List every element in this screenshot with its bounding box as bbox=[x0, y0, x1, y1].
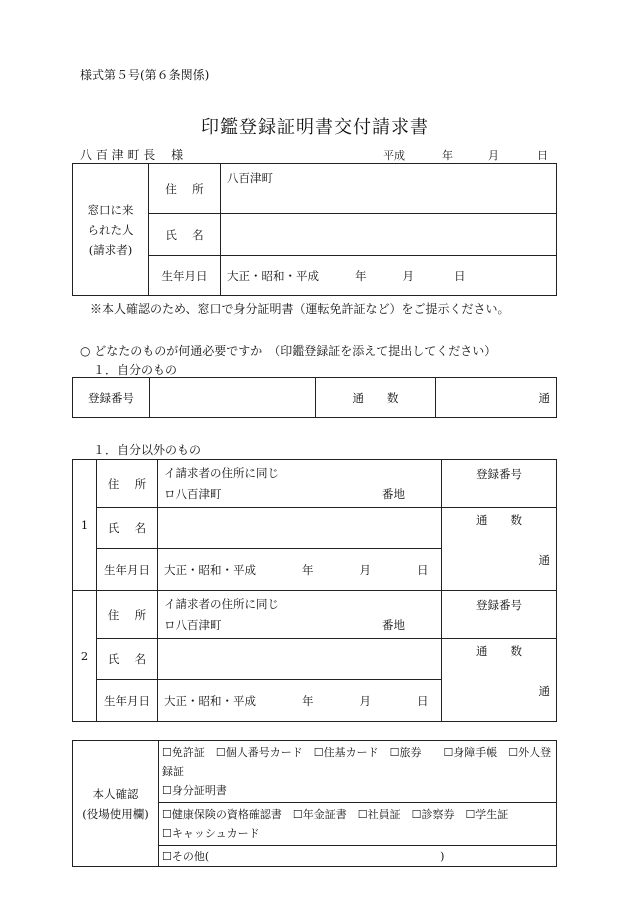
entry-birth-eras: 大正・昭和・平成 bbox=[164, 562, 256, 577]
date-day-label: 日 bbox=[537, 149, 548, 162]
entry-reg-field[interactable] bbox=[442, 591, 557, 639]
entry-address-option2: ロ八百津町 bbox=[164, 618, 222, 632]
requester-birth-month: 月 bbox=[402, 268, 414, 283]
identity-table bbox=[72, 740, 557, 867]
entry-reg-field[interactable] bbox=[442, 460, 557, 508]
form-number: 様式第５号(第６条関係) bbox=[80, 68, 210, 82]
entry-name-label: 氏 名 bbox=[97, 508, 158, 549]
date-month-label: 月 bbox=[488, 149, 499, 162]
entry-birth-label: 生年月日 bbox=[97, 549, 158, 591]
entry-birth-month: 月 bbox=[359, 693, 371, 708]
self-table bbox=[72, 377, 557, 418]
addressee: 八 百 津 町 長 様 bbox=[80, 148, 184, 162]
entry-number: 2 bbox=[73, 591, 97, 722]
entry-address-field[interactable] bbox=[158, 591, 442, 639]
requester-birth-field[interactable] bbox=[221, 256, 557, 296]
self-count-unit: 通 bbox=[538, 390, 550, 405]
requester-birth-eras: 大正・昭和・平成 bbox=[227, 268, 319, 283]
entry-birth-eras: 大正・昭和・平成 bbox=[164, 693, 256, 708]
others-heading: １．自分以外のもの bbox=[93, 443, 202, 457]
identity-row-1-line-2: ☐身分証明書 bbox=[162, 784, 227, 797]
entry-address-option2: ロ八百津町 bbox=[164, 487, 222, 501]
requester-birth-year: 年 bbox=[355, 268, 367, 283]
entry-name-field[interactable] bbox=[158, 639, 442, 680]
self-count-label: 通 数 bbox=[316, 378, 436, 418]
entry-count-label: 通 数 bbox=[476, 513, 522, 527]
requester-row-label bbox=[73, 164, 149, 296]
requester-address-label: 住 所 bbox=[149, 164, 221, 214]
requester-label-line: 窓口に来 bbox=[87, 202, 134, 217]
entry-address-option1: イ請求者の住所に同じ bbox=[164, 466, 279, 480]
entry-banchi: 番地 bbox=[382, 487, 405, 501]
requester-table bbox=[72, 163, 557, 296]
self-heading: １．自分のもの bbox=[93, 363, 178, 377]
entry-birth-field[interactable] bbox=[158, 549, 442, 591]
date-era: 平成 bbox=[383, 149, 405, 162]
identity-row-2[interactable] bbox=[159, 803, 557, 846]
self-count-field[interactable] bbox=[436, 378, 557, 418]
entry-count-field[interactable] bbox=[442, 639, 557, 722]
entry-name-field[interactable] bbox=[158, 508, 442, 549]
entry-name-label: 氏 名 bbox=[97, 639, 158, 680]
question-text: ○ どなたのものが何通必要ですか （印鑑登録証を添えて提出してください） bbox=[80, 344, 497, 358]
entry-birth-day: 日 bbox=[417, 562, 429, 577]
entry-birth-month: 月 bbox=[359, 562, 371, 577]
requester-label-line: られた人 bbox=[87, 222, 134, 237]
entry-address-label: 住 所 bbox=[97, 460, 158, 508]
others-table bbox=[72, 459, 557, 722]
requester-name-label: 氏 名 bbox=[149, 214, 221, 256]
identity-label-line: (役場使用欄) bbox=[82, 806, 149, 821]
entry-count-unit: 通 bbox=[538, 553, 550, 567]
page-title: 印鑑登録証明書交付請求書 bbox=[201, 117, 429, 138]
entry-birth-field[interactable] bbox=[158, 680, 442, 722]
entry-count-unit: 通 bbox=[538, 684, 550, 698]
entry-reg-label: 登録番号 bbox=[476, 467, 522, 481]
entry-address-option1: イ請求者の住所に同じ bbox=[164, 597, 279, 611]
entry-birth-label: 生年月日 bbox=[97, 680, 158, 722]
self-reg-field[interactable] bbox=[150, 378, 316, 418]
entry-count-field[interactable] bbox=[442, 508, 557, 591]
requester-name-field[interactable] bbox=[221, 214, 557, 256]
identity-row-1-line-1: ☐免許証 ☐個人番号カード ☐住基カード ☐旅券 ☐身障手帳 ☐外人登録証 bbox=[162, 746, 552, 778]
date-year-label: 年 bbox=[442, 149, 453, 162]
entry-birth-day: 日 bbox=[417, 693, 429, 708]
requester-birth-day: 日 bbox=[454, 268, 466, 283]
identity-row-2-line-1: ☐健康保険の資格確認書 ☐年金証書 ☐社員証 ☐診察券 ☐学生証 bbox=[162, 808, 509, 821]
identity-row-3[interactable]: ☐その他( ) bbox=[159, 846, 557, 867]
self-reg-label: 登録番号 bbox=[73, 378, 150, 418]
entry-count-label: 通 数 bbox=[476, 644, 522, 658]
requester-address-field[interactable]: 八百津町 bbox=[221, 164, 557, 214]
identity-row-2-line-2: ☐キャッシュカード bbox=[162, 827, 260, 840]
id-notice: ※本人確認のため、窓口で身分証明書（運転免許証など）をご提示ください。 bbox=[90, 302, 510, 316]
entry-banchi: 番地 bbox=[382, 618, 405, 632]
entry-birth-year: 年 bbox=[302, 562, 314, 577]
entry-number: 1 bbox=[73, 460, 97, 591]
entry-address-label: 住 所 bbox=[97, 591, 158, 639]
identity-label-line: 本人確認 bbox=[92, 786, 139, 801]
requester-label-line: (請求者) bbox=[88, 242, 133, 257]
requester-birth-label: 生年月日 bbox=[149, 256, 221, 296]
identity-row-1[interactable] bbox=[159, 741, 557, 803]
entry-birth-year: 年 bbox=[302, 693, 314, 708]
identity-label bbox=[73, 741, 159, 867]
entry-address-field[interactable] bbox=[158, 460, 442, 508]
entry-reg-label: 登録番号 bbox=[476, 598, 522, 612]
